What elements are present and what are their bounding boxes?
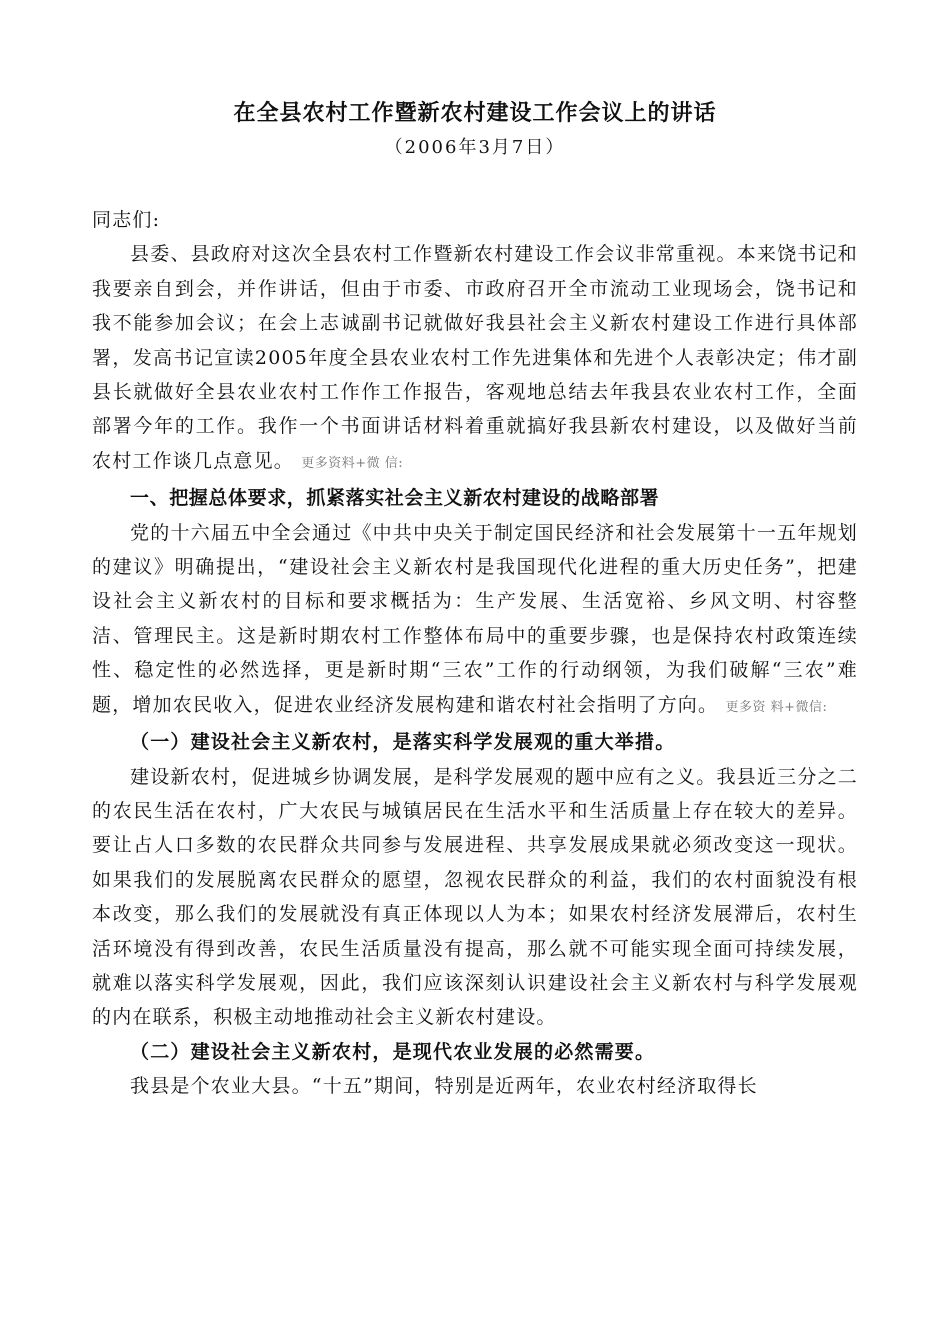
intro-paragraph: [92, 237, 858, 481]
subsection-1-paragraph: 建设新农村，促进城乡协调发展，是科学发展观的题中应有之义。我县近三分之二的农民生活在农村，广大农民与城镇居民在生活水平和生活质量上存在较大的差异。要让占人口多数的农民群众共同参与发展进程、共享发展成果就必须改变这一现状。如果我们的发展脱离农民群众的愿望，忽视农民群众的利益，我们的农村面貌没有根本改变，那么我们的发展就没有真正体现以人为本；如果农村经济发展滞后，农村生活环境没有得到改善，农民生活质量没有提高，那么就不可能实现全面可持续发展，就难以落实科学发展观，因此，我们应该深刻认识建设社会主义新农村与科学发展观的内在联系，积极主动地推动社会主义新农村建设。: [92, 765, 858, 1029]
section-1-note: 更多资 料+微信:: [725, 699, 828, 715]
section-1-paragraph: [92, 516, 858, 725]
document-date: （2006年3月7日）: [384, 137, 566, 158]
document-body: [92, 203, 858, 1104]
subsection-2-paragraph: 我县是个农业大县。“十五”期间，特别是近两年，农业农村经济取得长: [130, 1075, 758, 1098]
intro-note: 更多资料+微 信:: [301, 455, 404, 471]
intro-text: 县委、县政府对这次全县农村工作暨新农村建设工作会议非常重视。本来饶书记和我要亲自到会，并作讲话，但由于市委、市政府召开全市流动工业现场会，饶书记和我不能参加会议；在会上志诚副书记就做好我县社会主义新农村建设工作进行具体部署，发高书记宣读2005年度全县农业农村工作先进集体和先进个人表彰决定；伟才副县长就做好全县农业农村工作作工作报告，客观地总结去年我县农业农村工作，全面部署今年的工作。我作一个书面讲话材料着重就搞好我县新农村建设，以及做好当前农村工作谈几点意见。: [92, 243, 858, 472]
subsection-2-heading: （二）建设社会主义新农村，是现代农业发展的必然需要。: [130, 1040, 656, 1063]
document-title: 在全县农村工作暨新农村建设工作会议上的讲话: [233, 100, 717, 126]
section-1-heading: 一、把握总体要求，抓紧落实社会主义新农村建设的战略部署: [130, 487, 660, 510]
salutation: 同志们:: [92, 209, 161, 231]
subsection-1-heading: （一）建设社会主义新农村，是落实科学发展观的重大举措。: [130, 731, 676, 754]
section-1-text: 党的十六届五中全会通过《中共中央关于制定国民经济和社会发展第十一五年规划的建议》明确提出，“建设社会主义新农村是我国现代化进程的重大历史任务”，把建设社会主义新农村的目标和要求概括为：生产发展、生活宽裕、乡风文明、村容整洁、管理民主。这是新时期农村工作整体布局中的重要步骤，也是保持农村政策连续性、稳定性的必然选择，更是新时期“三农”工作的行动纲领，为我们破解“三农”难题，增加农民收入，促进农业经济发展构建和谐农村社会指明了方向。: [92, 521, 858, 716]
